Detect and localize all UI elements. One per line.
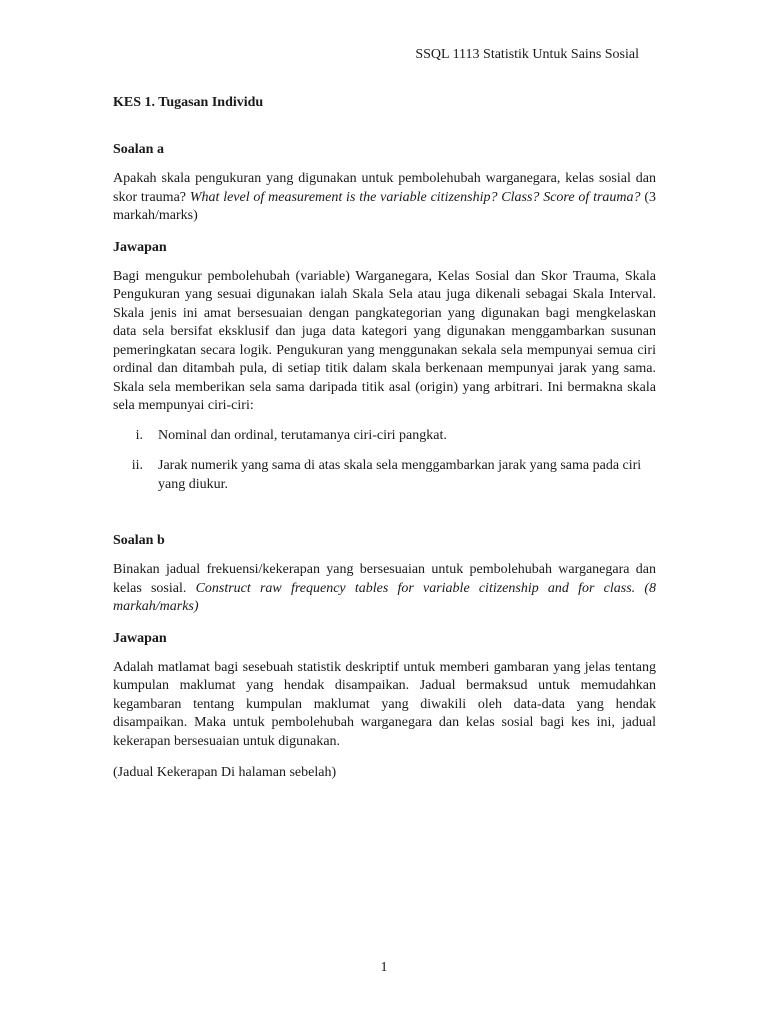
list-item-number: ii. [131, 458, 143, 473]
question-b-malay: Binakan jadual frekuensi/kekerapan yang bersesuaian untuk pembolehubah warganegara dan kelas sosial. [113, 562, 656, 596]
document-body [113, 94, 656, 796]
characteristics-list [113, 427, 656, 495]
running-header: SSQL 1113 Statistik Untuk Sains Sosial [415, 47, 639, 62]
question-b-text [113, 561, 656, 617]
answer-b-text: Adalah matlamat bagi sesebuah statistik deskriptif untuk memberi gambaran yang jelas tentang kumpulan maklumat yang hendak disampaikan. Jadual bermaksud untuk memudahkan kegambaran tentang kumpulan maklumat yang diwakili oleh data-data yang hendak disampaikan. Maka untuk pembolehubah warganegara dan kelas sosial bagi kes ini, jadual kekerapan bersesuaian untuk digunakan. [113, 659, 656, 749]
document-title: KES 1. Tugasan Individu [113, 95, 264, 110]
question-b-english: Construct raw frequency tables for variable citizenship and for class. (8 markah/marks) [113, 580, 657, 614]
question-a-malay: Apakah skala pengukuran yang digunakan untuk pembolehubah warganegara, kelas sosial dan skor trauma? [113, 171, 656, 205]
list-item-number: i. [135, 427, 143, 443]
answer-a-text: Bagi mengukur pembolehubah (variable) Warganegara, Kelas Sosial dan Skor Trauma, Skala Pengukuran yang sesuai digunakan ialah Skala Sela atau juga dikenali sebagai Skala Interval. Skala jenis ini amat bersesuaian dengan pangkategorian yang digunakan bagi mengkelaskan data sela bersifat eksklusif dan juga data kategori yang digunakan menggambarkan susunan pemeringkatan secara logik. Pengukuran yang menggunakan sekala sela mempunyai semua ciri ordinal dan ditambah pula, di setiap titik dalam skala berkenaan mempunyai jarak yang sama. Skala sela memberikan sela sama daripada titik asal (origin) yang arbitrari. Ini bermakna skala sela mempunyai ciri-ciri: [113, 268, 656, 413]
question-a-heading: Soalan a [113, 142, 164, 157]
list-item [113, 427, 656, 446]
list-item-text: Jarak numerik yang sama di atas skala sela menggambarkan jarak yang sama pada ciri yang diukur. [158, 458, 642, 492]
page-number: 1 [380, 960, 388, 975]
question-a-english: What level of measurement is the variable citizenship? Class? Score of trauma? [189, 189, 641, 205]
question-a-text [113, 170, 656, 226]
question-b-heading: Soalan b [113, 533, 165, 548]
list-item [113, 457, 656, 494]
answer-a-heading: Jawapan [113, 239, 167, 255]
question-a-marks: (3 markah/marks) [113, 189, 657, 223]
answer-b-note: (Jadual Kekerapan Di halaman sebelah) [113, 765, 337, 780]
list-item-text: Nominal dan ordinal, terutamanya ciri-ciri pangkat. [158, 427, 447, 443]
section-spacer [113, 506, 656, 532]
answer-b-heading: Jawapan [113, 630, 167, 646]
